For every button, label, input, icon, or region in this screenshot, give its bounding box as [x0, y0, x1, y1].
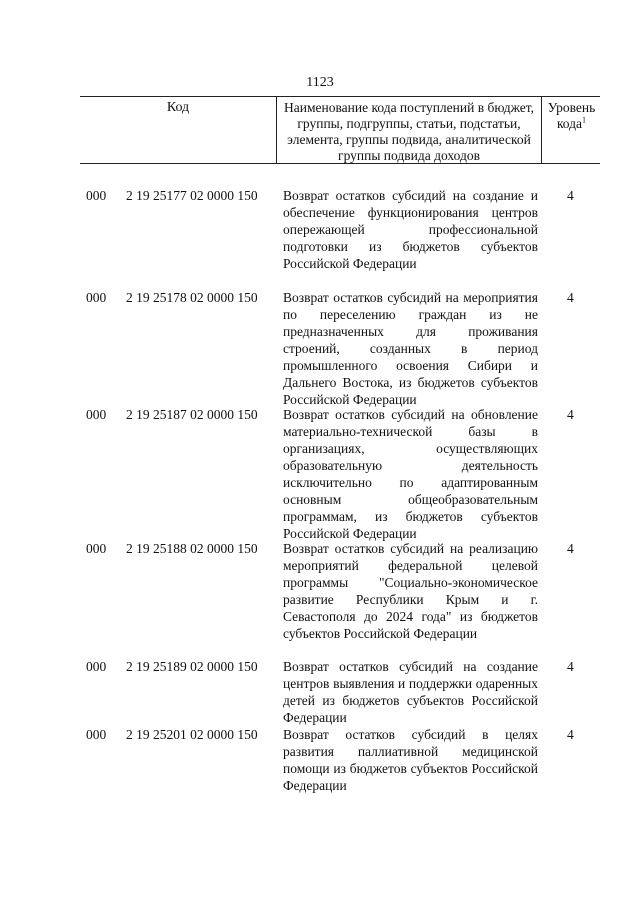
- row-code: 2 19 25177 02 0000 150: [126, 188, 258, 203]
- row-name: Возврат остатков субсидий на создание и обеспечение функционирования центров опережающей профессиональной подготовки из бюджетов субъектов Российской Федерации: [283, 188, 538, 271]
- row-level: 4: [567, 290, 574, 305]
- row-prefix: 000: [86, 290, 107, 305]
- row-name: Возврат остатков субсидий на создание центров выявления и поддержки одаренных детей из бюджетов субъектов Российской Федерации: [283, 659, 538, 725]
- row-level: 4: [567, 659, 574, 674]
- row-prefix: 000: [86, 727, 107, 742]
- column-divider: [276, 97, 277, 163]
- row-code: 2 19 25187 02 0000 150: [126, 407, 258, 422]
- row-level: 4: [567, 541, 574, 556]
- row-name: Возврат остатков субсидий на мероприятия по переселению граждан из не предназначенных для проживания строений, созданных в период промышленного освоения Сибири и Дальнего Востока, из бюджетов субъектов Российской Федерации: [283, 290, 538, 407]
- row-prefix: 000: [86, 659, 107, 674]
- header-name: Наименование кода поступлений в бюджет, группы, подгруппы, статьи, подстатьи, элемента, группы подвида, аналитической группы подвида доходов: [283, 100, 534, 163]
- row-code: 2 19 25201 02 0000 150: [126, 727, 258, 742]
- header-level-label: Уровень кода: [547, 100, 596, 131]
- row-prefix: 000: [86, 188, 107, 203]
- row-name: Возврат остатков субсидий на обновление материально-технической базы в организациях, осуществляющих образовательную деятельность исключительно по адаптированным основным общеобразовательным программам, из бюджетов субъектов Российской Федерации: [283, 407, 538, 541]
- row-prefix: 000: [86, 407, 107, 422]
- header-code: Код: [166, 100, 190, 115]
- header-level: [543, 100, 600, 132]
- row-level: 4: [567, 188, 574, 203]
- row-level: 4: [567, 727, 574, 742]
- table-header: [80, 96, 600, 164]
- page-number: 1123: [306, 75, 334, 90]
- header-level-footnote: 1: [582, 115, 587, 125]
- row-code: 2 19 25178 02 0000 150: [126, 290, 258, 305]
- row-name: Возврат остатков субсидий в целях развития паллиативной медицинской помощи из бюджетов субъектов Российской Федерации: [283, 727, 538, 793]
- row-name: Возврат остатков субсидий на реализацию мероприятий федеральной целевой программы "Социально-экономическое развитие Республики Крым и г. Севастополя до 2024 года" из бюджетов субъектов Российской Федерации: [283, 541, 538, 641]
- column-divider: [541, 97, 542, 163]
- row-level: 4: [567, 407, 574, 422]
- row-code: 2 19 25189 02 0000 150: [126, 659, 258, 674]
- row-prefix: 000: [86, 541, 107, 556]
- row-code: 2 19 25188 02 0000 150: [126, 541, 258, 556]
